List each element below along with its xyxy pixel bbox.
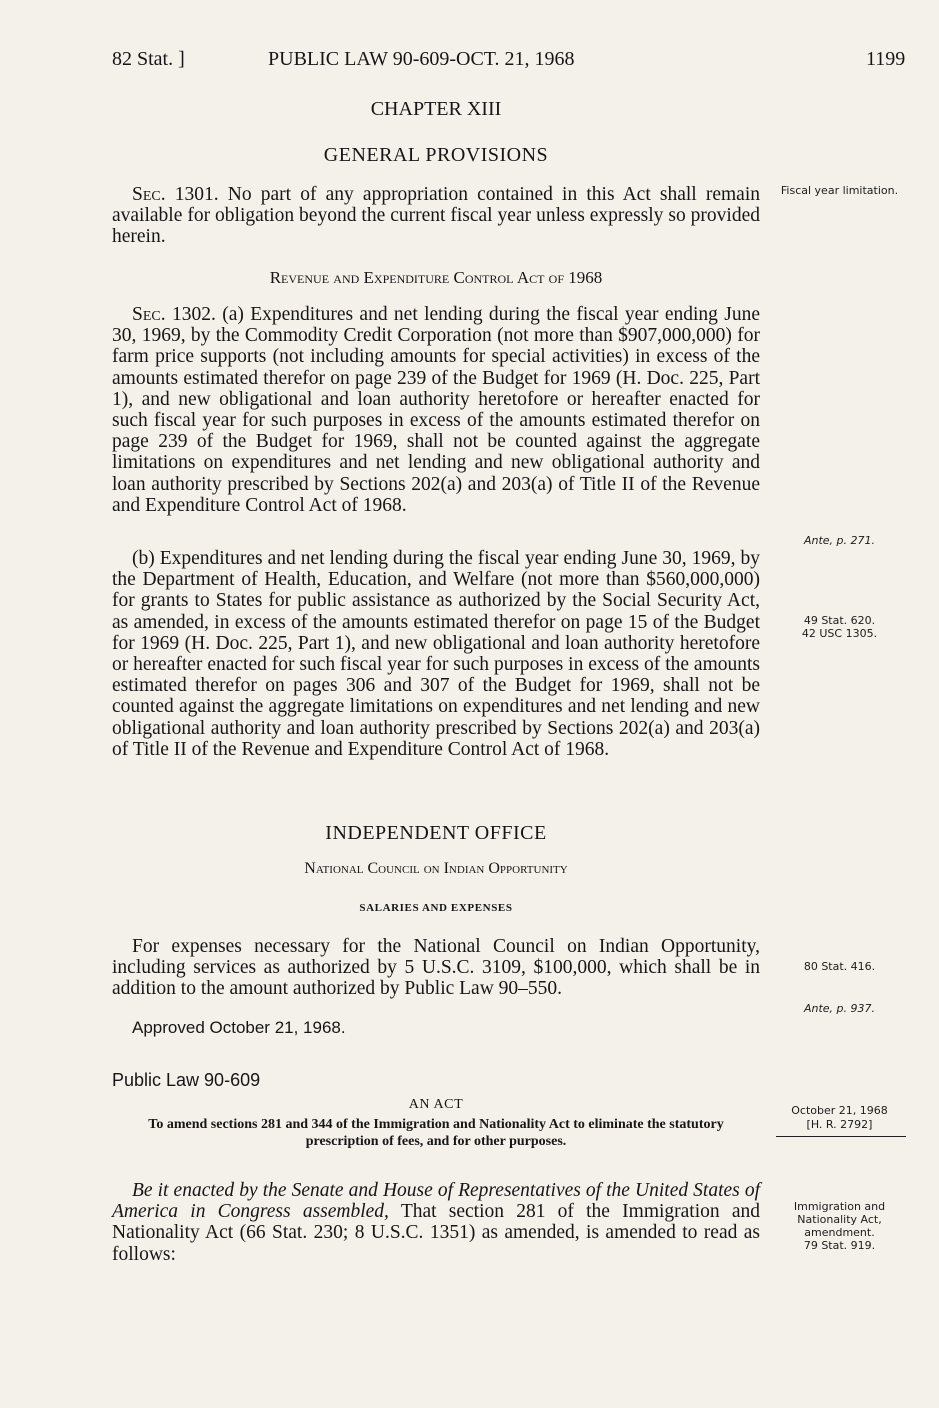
margin-note-hr: [H. R. 2792] bbox=[806, 1118, 873, 1131]
margin-note-immigration-line2: Nationality Act, bbox=[797, 1213, 882, 1226]
sec-1302-lead: Sec. 1302. bbox=[132, 304, 216, 325]
margin-note-80-stat: 80 Stat. 416. bbox=[803, 960, 876, 973]
margin-note-immigration-line4: 79 Stat. 919. bbox=[803, 1239, 876, 1252]
enacting-text: That section 281 of the Immigration and Nationality Act (66 Stat. 230; 8 U.S.C. 1351) as amended, is amended to read as follows: bbox=[112, 1201, 761, 1265]
independent-office-heading: INDEPENDENT OFFICE bbox=[325, 822, 547, 844]
sec-1301-lead: Sec. 1301. bbox=[132, 184, 219, 205]
enacting-paragraph bbox=[112, 1180, 760, 1265]
sec-1302a-paragraph bbox=[112, 304, 760, 516]
public-law-number: Public Law 90-609 bbox=[112, 1070, 261, 1090]
sec-1301-paragraph bbox=[112, 184, 760, 248]
enacting-clause: Be it enacted by the Senate and House of Representatives of the United States of America in Congress assembled, bbox=[112, 1180, 760, 1223]
margin-note-ante-937: Ante, p. 937. bbox=[803, 1002, 876, 1015]
general-provisions-heading: GENERAL PROVISIONS bbox=[323, 144, 549, 166]
margin-note-immigration-line1: Immigration and bbox=[793, 1200, 886, 1213]
margin-note-fiscal-year: Fiscal year limitation. bbox=[780, 184, 899, 197]
national-council-heading: National Council on Indian Opportunity bbox=[304, 860, 568, 877]
margin-note-49-stat bbox=[772, 614, 907, 640]
sec-1302a-text: (a) Expenditures and net lending during the fiscal year ending June 30, 1969, by the Commodity Credit Corporation (not more than $907,000,000) for farm price supports (not including amounts for special activities) in excess of the amounts estimated therefor on page 239 of the Budget for 1969 (H. Doc. 225, Part 1), and new obligational and loan authority heretofore or hereafter enacted for such fiscal year for such purposes in excess of the amounts estimated therefor on page 239 of the Budget for 1969, shall not be counted against the aggregate limitations on expenditures and net lending and new obligational authority and loan authority prescribed by Sections 202(a) and 203(a) of Title II of the Revenue and Expenditure Control Act of 1968. bbox=[112, 304, 760, 516]
act-title: To amend sections 281 and 344 of the Immigration and Nationality Act to eliminate the statutory prescription of fees, and for other purposes. bbox=[148, 1117, 724, 1149]
margin-note-immigration-line3: amendment. bbox=[804, 1226, 875, 1239]
header-title: PUBLIC LAW 90-609-OCT. 21, 1968 bbox=[268, 48, 575, 70]
salaries-heading: SALARIES AND EXPENSES bbox=[359, 902, 513, 914]
national-council-paragraph: For expenses necessary for the National Council on Indian Opportunity, including services as authorized by 5 U.S.C. 3109, $100,000, which shall be in addition to the amount authorized by Public Law 90–550. bbox=[112, 936, 760, 1000]
header-stat: 82 Stat. ] bbox=[112, 48, 185, 70]
margin-note-date: October 21, 1968 bbox=[791, 1104, 888, 1117]
approved-line: Approved October 21, 1968. bbox=[132, 1018, 346, 1037]
an-act-heading: AN ACT bbox=[408, 1097, 464, 1112]
margin-note-immigration bbox=[772, 1200, 907, 1252]
page-number: 1199 bbox=[866, 48, 906, 70]
sec-1301-text: No part of any appropriation contained in this Act shall remain available for obligation beyond the current fiscal year unless expressly so provided herein. bbox=[112, 184, 761, 248]
margin-note-49-stat-line2: 42 USC 1305. bbox=[801, 627, 878, 640]
sec-1302b-paragraph: (b) Expenditures and net lending during the fiscal year ending June 30, 1969, by the Department of Health, Education, and Welfare (not more than $560,000,000) for grants to States for public assistance as authorized by the Social Security Act, as amended, in excess of the amounts estimated therefor on page 15 of the Budget for 1969 (H. Doc. 225, Part 1), and new obligational and loan authority heretofore or hereafter enacted for such fiscal year for such purposes in excess of the amounts estimated therefor on pages 306 and 307 of the Budget for 1969, shall not be counted against the aggregate limitations on expenditures and net lending and new obligational authority and loan authority prescribed by Sections 202(a) and 203(a) of Title II of the Revenue and Expenditure Control Act of 1968. bbox=[112, 548, 760, 760]
revenue-heading: Revenue and Expenditure Control Act of 1968 bbox=[269, 268, 603, 287]
chapter-heading: CHAPTER XIII bbox=[370, 98, 502, 120]
margin-note-49-stat-line1: 49 Stat. 620. bbox=[803, 614, 876, 627]
margin-rule bbox=[776, 1136, 906, 1137]
margin-note-ante-271: Ante, p. 271. bbox=[803, 534, 876, 547]
